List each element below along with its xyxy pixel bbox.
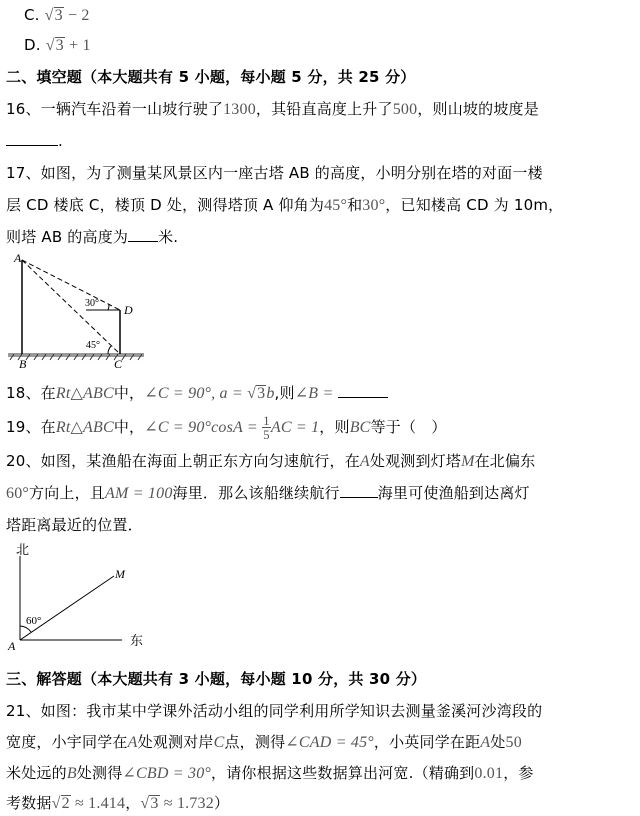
- q20-text-4: 方向上，且: [29, 484, 106, 502]
- question-17-line-3: [6, 226, 178, 248]
- radicand: 3: [54, 7, 63, 24]
- answer-blank[interactable]: [340, 483, 378, 498]
- angle-arc-45: [108, 346, 111, 354]
- q21-text-6: 米处远的: [6, 764, 67, 782]
- label-angle-60: 60°: [26, 615, 42, 627]
- q19-fraction: [262, 414, 271, 441]
- q21-text-4: ，小英同学在距: [373, 733, 481, 751]
- q17-text: 层 CD 楼底 C，楼顶 D 处，测得塔顶 A 仰角为: [6, 196, 325, 214]
- q21-value-sqrt3: ≈ 1.732: [159, 795, 214, 812]
- q18-text: 18、在: [6, 384, 56, 402]
- q18-b: b: [266, 385, 275, 402]
- figure-tower-building: [6, 250, 151, 370]
- q21-angle-cbd: ∠CBD = 30°: [122, 765, 212, 782]
- sqrt-symbol: √: [140, 795, 150, 812]
- q20-am: AM = 100: [105, 485, 173, 502]
- q17-angle-30: 30°: [362, 197, 386, 214]
- q20-m: M: [461, 453, 475, 470]
- q19-text-2: 中，: [113, 418, 145, 436]
- q21-b: B: [66, 765, 77, 782]
- option-d: [24, 34, 91, 57]
- q18-triangle: Rt△ABC: [55, 385, 114, 402]
- question-21-line-3: [6, 762, 534, 785]
- q21-radicand-3: 3: [150, 795, 159, 812]
- line-am: [20, 576, 114, 640]
- q20-a: A: [359, 453, 370, 470]
- label-m: M: [115, 567, 125, 581]
- label-b: B: [19, 357, 27, 370]
- q20-text-3: 在北偏东: [474, 452, 536, 470]
- q19-text: 19、在: [6, 418, 56, 436]
- q20-text-6: 海里可使渔船到达离灯: [377, 484, 530, 502]
- question-16: [6, 98, 539, 121]
- q21-separator: ，: [125, 794, 141, 812]
- option-c: [24, 4, 90, 27]
- q21-text-2: 处观测对岸: [137, 733, 214, 751]
- q21-radicand-2: 2: [61, 795, 70, 812]
- q21-text-7: 处测得: [76, 764, 123, 782]
- question-20-line-2: [6, 482, 530, 505]
- label-angle-30: 30°: [85, 298, 99, 309]
- label-a: A: [8, 639, 16, 653]
- q17-and: 和: [347, 196, 363, 214]
- q21-text-5: 处: [490, 733, 506, 751]
- label-east: 东: [130, 633, 144, 648]
- q18-radicand: 3: [257, 385, 266, 402]
- fraction-numerator: 1: [263, 413, 270, 428]
- q21-text-11: ）: [213, 794, 230, 812]
- q21-text-8: ，请你根据这些数据算出河宽.（精确到: [211, 764, 475, 782]
- question-18: [6, 382, 388, 405]
- q21-text-3: 点，测得: [224, 733, 286, 751]
- ground-hatch: [8, 354, 144, 360]
- q16-height: 500: [392, 101, 418, 118]
- angle-arc-30: [108, 304, 109, 310]
- q21-angle-cad: ∠CAD = 45°: [285, 734, 374, 751]
- q21-text-10: 考数据: [6, 794, 52, 812]
- q16-distance: 1300: [223, 101, 256, 118]
- q21-distance: 50: [505, 734, 522, 751]
- q20-text-2: 处观测到灯塔: [369, 452, 462, 470]
- question-21-line-4: [6, 792, 229, 815]
- q21-precision: 0.01: [474, 765, 504, 782]
- q21-text: 宽度，小宇同学在: [6, 733, 128, 751]
- q16-text-3: ，则山坡的坡度是: [417, 100, 539, 118]
- option-label: D.: [24, 36, 41, 54]
- label-d: D: [124, 303, 133, 317]
- q19-text-4: 等于（ ）: [370, 418, 447, 436]
- q21-c: C: [213, 734, 225, 751]
- q18-ask: ∠B =: [294, 385, 338, 402]
- option-label: C.: [24, 6, 40, 24]
- q17-unit: 米.: [158, 228, 179, 246]
- question-20-line-1: [6, 450, 535, 473]
- section-heading-fill-in: 二、填空题（本大题共有 5 小题，每小题 5 分，共 25 分）: [6, 68, 416, 86]
- q16-text-1: 16、一辆汽车沿着一山坡行驶了: [6, 100, 224, 118]
- q20-angle: 60°: [6, 485, 29, 502]
- q20-text: 20、如图，某渔船在海面上朝正东方向匀速航行，在: [6, 452, 360, 470]
- label-a: A: [14, 251, 22, 265]
- q21-a: A: [127, 734, 138, 751]
- question-17-line-2: [6, 194, 563, 217]
- sqrt-symbol: √: [51, 795, 61, 812]
- q19-text-3: ，则: [319, 418, 350, 436]
- sqrt-symbol: √: [247, 385, 257, 402]
- q19-triangle: Rt△ABC: [55, 419, 114, 436]
- q19-condition: ∠C = 90°cosA =: [144, 419, 263, 436]
- q16-text-2: ，其铅直高度上升了: [255, 100, 393, 118]
- q16-period: .: [58, 132, 63, 150]
- q17-angle-45: 45°: [324, 197, 348, 214]
- question-21-line-2: [6, 731, 522, 754]
- section-heading-solutions: 三、解答题（本大题共有 3 小题，每小题 10 分，共 30 分）: [6, 670, 427, 688]
- figure-lighthouse-bearing: [6, 540, 166, 655]
- sqrt-symbol: √: [45, 37, 55, 54]
- q18-text-3: ,则: [274, 384, 295, 402]
- q21-value-sqrt2: ≈ 1.414: [70, 795, 126, 812]
- q18-text-2: 中，: [113, 384, 145, 402]
- q19-condition-2: AC = 1: [270, 419, 320, 436]
- sight-line-ac: [22, 260, 120, 354]
- answer-blank[interactable]: [338, 383, 388, 398]
- question-16-answer-line: [6, 130, 63, 152]
- radicand: 3: [55, 37, 64, 54]
- q19-bc: BC: [349, 419, 371, 436]
- option-rest: + 1: [64, 37, 91, 54]
- question-17-line-1: 17、如图，为了测量某风景区内一座古塔 AB 的高度，小明分别在塔的对面一楼: [6, 164, 543, 182]
- question-19: [6, 414, 447, 441]
- answer-blank[interactable]: [6, 131, 58, 146]
- q21-text-9: ，参: [503, 764, 534, 782]
- question-21-line-1: 21、如图：我市某中学课外活动小组的同学利用所学知识去测量釜溪河沙湾段的: [6, 702, 543, 720]
- question-20-line-3: 塔距离最近的位置．: [6, 516, 143, 534]
- q17-text-3: 则塔 AB 的高度为: [6, 228, 129, 246]
- q20-text-5: 海里．那么该船继续航行: [172, 484, 340, 502]
- answer-blank[interactable]: [128, 227, 158, 242]
- sight-line-ad: [22, 260, 120, 310]
- sqrt-symbol: √: [44, 7, 54, 24]
- label-north: 北: [16, 542, 30, 557]
- q18-condition: ∠C = 90°, a =: [144, 385, 248, 402]
- option-rest: − 2: [63, 7, 90, 24]
- fraction-denominator: 5: [263, 427, 270, 442]
- label-angle-45: 45°: [86, 340, 100, 351]
- label-c: C: [114, 357, 123, 370]
- q17-text-2: ，已知楼高 CD 为 10m，: [385, 196, 564, 214]
- q21-a-2: A: [480, 734, 491, 751]
